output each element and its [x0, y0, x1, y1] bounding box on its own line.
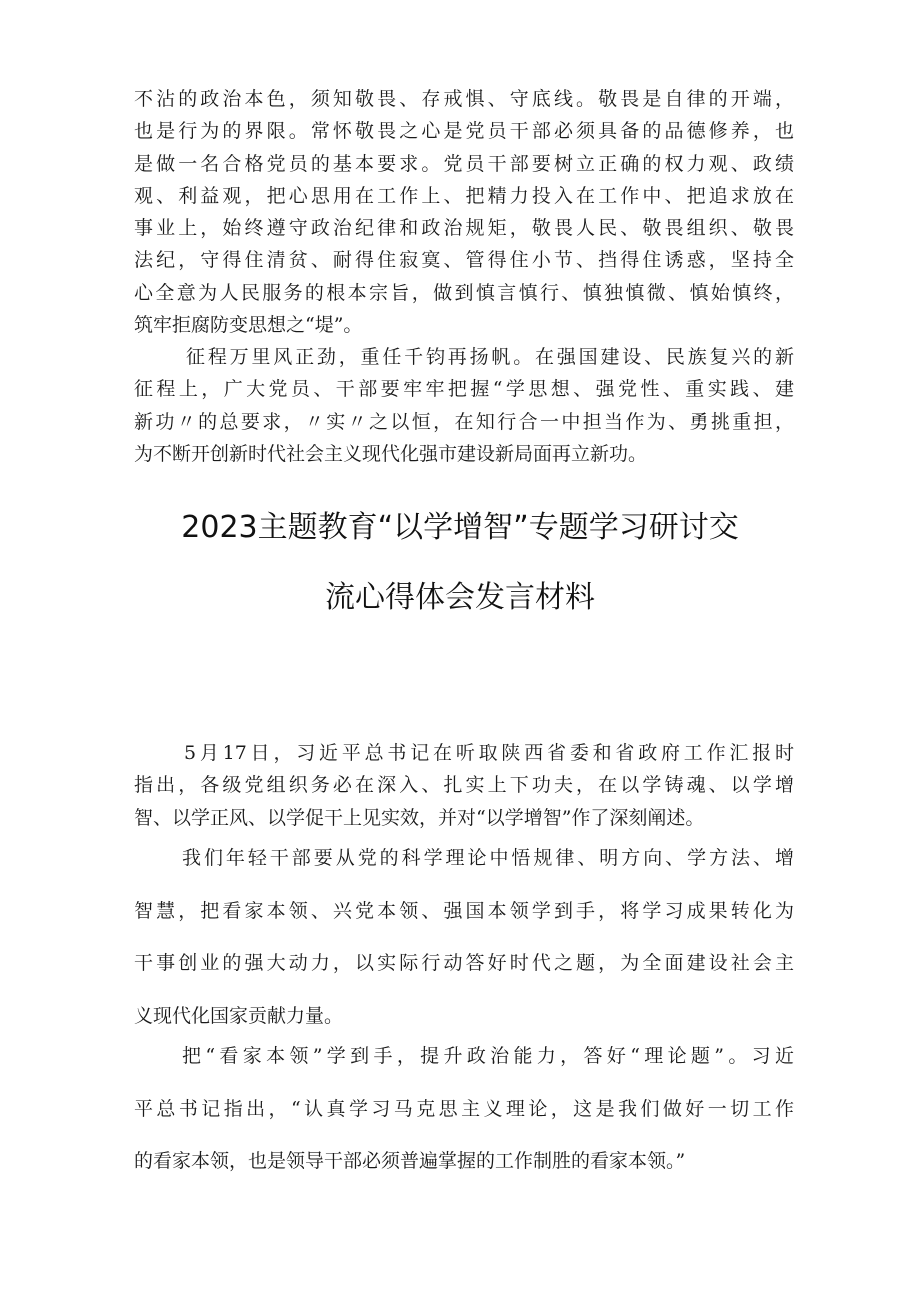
document-title-line-2: 流心得体会发言材料	[325, 580, 595, 615]
paragraph-2-line-2: 征程上，广大党员、干部要牢牢把握“学思想、强党性、重实践、建	[134, 378, 794, 401]
paragraph-3-line-1: 5月17日，习近平总书记在听取陕西省委和省政府工作汇报时	[184, 742, 794, 764]
paragraph-3-line-3: 智、以学正风、以学促干上见实效，并对“以学增智”作了深刻阐述。	[134, 806, 705, 829]
paragraph-5-line-2: 平总书记指出，“认真学习马克思主义理论，这是我们做好一切工作	[134, 1097, 794, 1120]
paragraph-3	[134, 737, 794, 834]
paragraph-1-line-4: 观、利益观，把心思用在工作上、把精力投入在工作中、把追求放在	[134, 184, 794, 207]
paragraph-1-line-1: 不沾的政治本色，须知敬畏、存戒惧、守底线。敬畏是自律的开端，	[134, 88, 794, 110]
paragraph-5	[134, 1030, 794, 1188]
paragraph-4-line-3: 干事创业的强大动力，以实际行动答好时代之题，为全面建设社会主	[134, 952, 794, 974]
paragraph-4	[134, 832, 794, 1042]
paragraph-4-line-4: 义现代化国家贡献力量。	[134, 1004, 344, 1027]
paragraph-2-line-1: 征程万里风正劲，重任千钧再扬帆。在强国建设、民族复兴的新	[186, 346, 794, 368]
paragraph-2-line-4: 为不断开创新时代社会主义现代化强市建设新局面再立新功。	[134, 442, 648, 465]
paragraph-5-line-1: 把“看家本领”学到手，提升政治能力，答好“理论题”。习近	[182, 1045, 794, 1067]
paragraph-4-line-2: 智慧，把看家本领、兴党本领、强国本领学到手，将学习成果转化为	[134, 899, 794, 922]
paragraph-1-line-6: 法纪，守得住清贫、耐得住寂寞、管得住小节、挡得住诱惑，坚持全	[134, 249, 794, 272]
paragraph-2	[134, 341, 794, 470]
paragraph-1-line-5: 事业上，始终遵守政治纪律和政治规矩，敬畏人民、敬畏组织、敬畏	[134, 217, 794, 240]
paragraph-4-line-1: 我们年轻干部要从党的科学理论中悟规律、明方向、学方法、增	[182, 847, 794, 869]
paragraph-1-line-2: 也是行为的界限。常怀敬畏之心是党员干部必须具备的品德修养，也	[134, 120, 794, 143]
paragraph-1	[134, 83, 794, 341]
paragraph-1-line-7: 心全意为人民服务的根本宗旨，做到慎言慎行、慎独慎微、慎始慎终，	[134, 281, 794, 304]
paragraph-1-line-3: 是做一名合格党员的基本要求。党员干部要树立正确的权力观、政绩	[134, 152, 794, 175]
paragraph-3-line-2: 指出，各级党组织务必在深入、扎实上下功夫，在以学铸魂、以学增	[134, 774, 794, 797]
document-title-line-1: 2023主题教育“以学增智”专题学习研讨交	[181, 510, 739, 545]
paragraph-5-line-3: 的看家本领，也是领导干部必须普遍掌握的工作制胜的看家本领。”	[134, 1150, 686, 1172]
paragraph-1-line-8: 筑牢拒腐防变思想之“堤”。	[134, 314, 363, 337]
paragraph-2-line-3: 新功〃的总要求，〃实〃之以恒，在知行合一中担当作为、勇挑重担，	[134, 410, 794, 433]
